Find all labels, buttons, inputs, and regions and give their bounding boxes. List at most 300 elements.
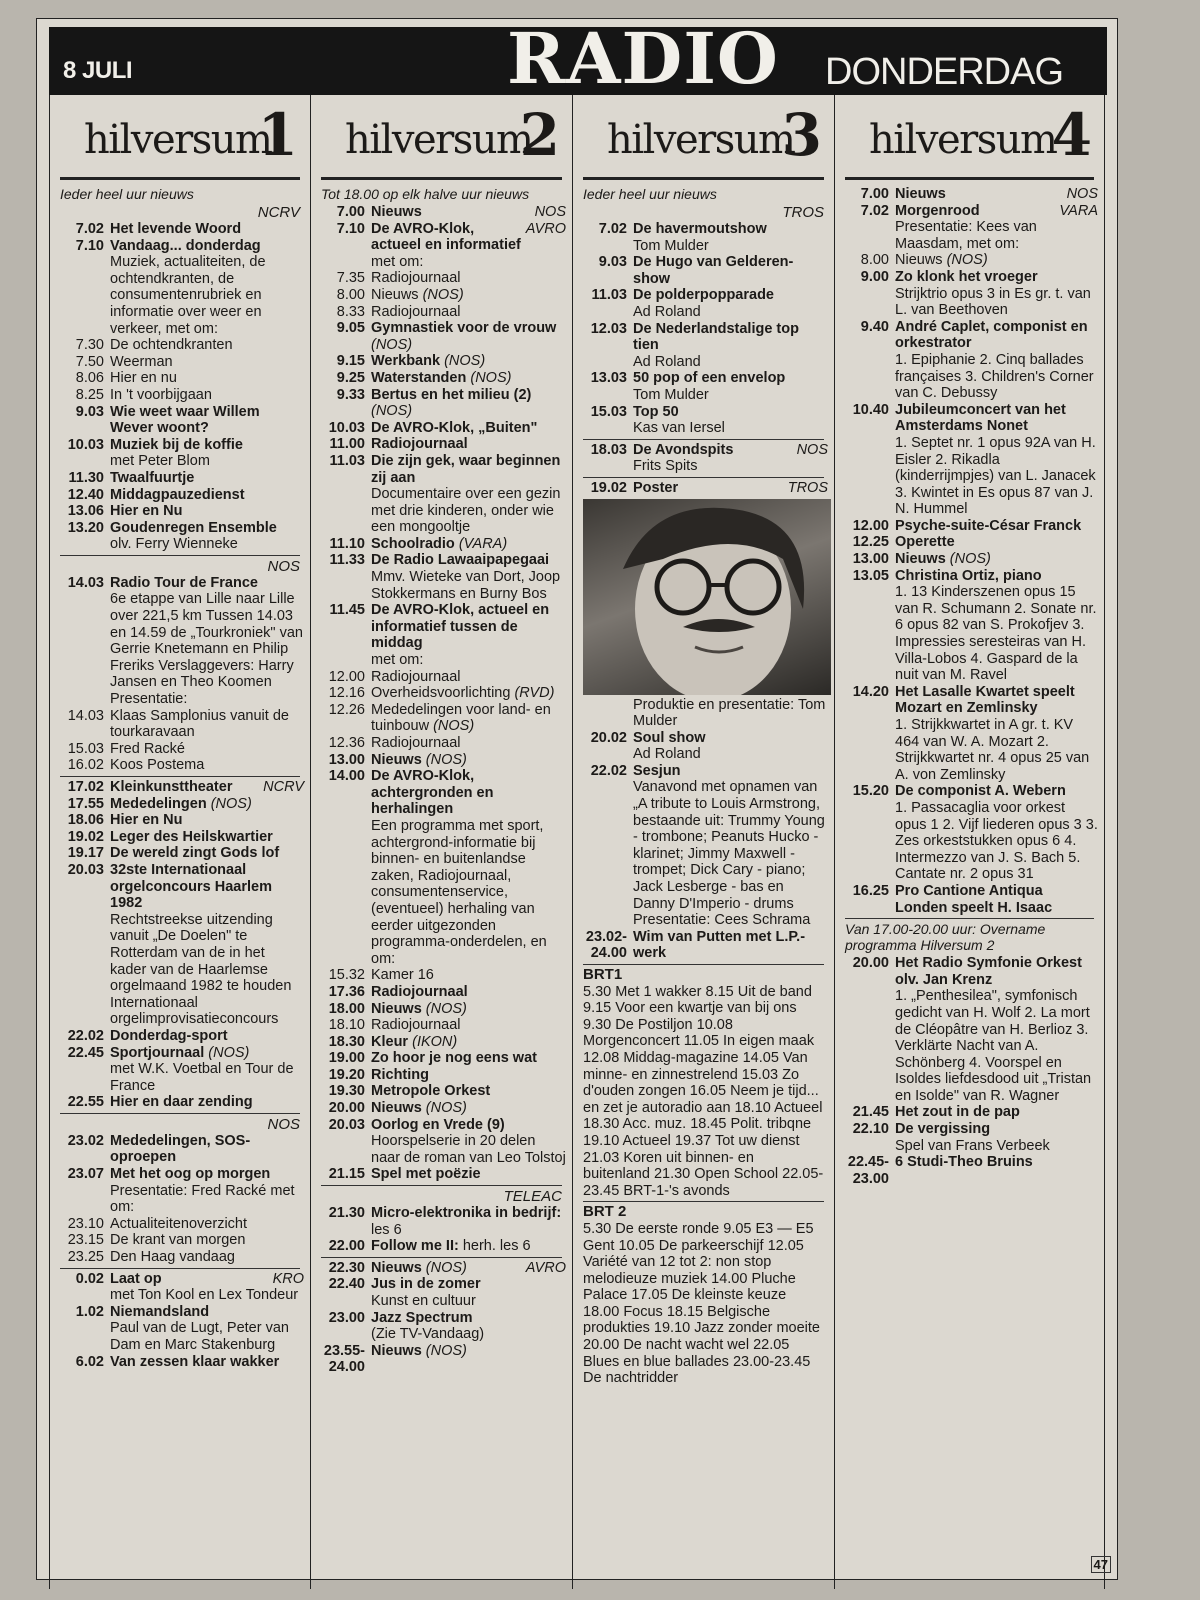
entry-station: NOS: [1066, 186, 1098, 202]
entry-tail: les 6: [371, 1221, 402, 1238]
entry-suffix: (NOS): [210, 795, 252, 812]
block-station: NOS: [267, 1115, 300, 1133]
entry-title: Met het oog op morgen: [110, 1166, 271, 1183]
schedule-subitem: [317, 685, 566, 702]
item-sub: Radiojournaal: [371, 1017, 461, 1034]
entry-body: [110, 470, 304, 487]
entry-desc: met W.K. Voetbal en Tour de France: [110, 1061, 294, 1094]
entry-time: 23.00: [328, 1309, 365, 1326]
item-sub: Radiojournaal: [371, 735, 461, 751]
entry-title: Bertus en het milieu (2): [371, 386, 532, 403]
entry-desc: (Zie TV-Vandaag): [371, 1326, 485, 1343]
entry-title: De AVRO-Klok, „Buiten": [371, 419, 538, 436]
entry-time: 0.02: [75, 1270, 104, 1287]
block-station: TROS: [782, 204, 824, 221]
item-sub: Radiojournaal: [371, 668, 461, 685]
entry-body: [371, 1100, 566, 1117]
banner-day: DONDERDAG: [825, 51, 1064, 93]
entry-desc: 1. Passacaglia voor orkest opus 1 2. Vijf liederen opus 3 3. Zes orkeststukken opus 6 4. Intermezzo van J. S. Bach 5. Cantate nr. 2 opus 31: [895, 799, 1098, 883]
entry-body: [371, 1034, 566, 1051]
entry-title: Oorlog en Vrede (9): [371, 1116, 505, 1133]
entry-body: [371, 370, 566, 387]
entry-body: [371, 536, 566, 553]
schedule-entry: [579, 929, 828, 962]
item-text: [371, 270, 460, 287]
entry-title: Twaalfuurtje: [110, 469, 195, 486]
item-sub: Fred Racké: [110, 740, 185, 757]
schedule-entry: [317, 1083, 566, 1100]
entry-body: [633, 370, 828, 403]
entry-body: [371, 387, 566, 420]
entry-time: 20.02: [590, 729, 627, 746]
entry-title: De Nederlandstalige top tien: [633, 320, 799, 354]
entry-title: Middagpauzedienst: [110, 486, 245, 503]
entry-time: 13.20: [67, 519, 104, 536]
entry-body: [895, 319, 1098, 402]
schedule-entry: [579, 221, 828, 254]
entry-time: 15.20: [852, 783, 889, 800]
schedule-entry: [56, 1094, 304, 1111]
entry-body: [110, 520, 304, 553]
entry-time: 9.25: [336, 369, 365, 386]
item-text: [371, 702, 566, 735]
entry-time: 14.20: [852, 683, 889, 700]
schedule-subitem: [317, 304, 566, 321]
entry-body: [371, 1310, 566, 1343]
entry-time: 9.03: [75, 403, 104, 420]
entry-title: Zo klonk het vroeger: [895, 268, 1038, 285]
entry-title: Niemandsland: [110, 1303, 210, 1320]
entry-body: [371, 552, 566, 602]
item-sub: Kamer 16: [371, 967, 434, 984]
entry-title: De wereld zingt Gods lof: [110, 845, 280, 862]
entry-time: 17.36: [328, 983, 365, 1000]
entry-title: André Caplet, componist en orkestrator: [895, 318, 1088, 352]
entry-title: Pro Cantione Antiqua Londen speelt H. Isaac: [895, 882, 1053, 916]
item-time: 8.06: [75, 370, 104, 387]
entry-body: [371, 984, 566, 1001]
entry-body: [110, 1045, 304, 1095]
item-sub: Nieuws: [895, 252, 943, 269]
entry-desc: Produktie en presentatie: Tom Mulder: [633, 696, 826, 730]
entry-desc: 1. 13 Kinderszenen opus 15 van R. Schumann 2. Sonate nr. 6 opus 82 van S. Prokofjev 3. Impressies seresteiras van H. Villa-Lobos 4. Gaspard de la nuit van M. Ravel: [895, 584, 1097, 684]
entry-time: 9.15: [336, 353, 365, 370]
entry-title: Sportjournaal: [110, 1044, 205, 1061]
item-time: 8.33: [336, 303, 365, 320]
schedule-entry: [841, 269, 1098, 319]
entry-title: De AVRO-Klok, actueel en informatief: [371, 220, 521, 254]
entry-time: 19.30: [328, 1083, 365, 1100]
item-suffix: (NOS): [946, 252, 988, 269]
station-number: 4: [1051, 101, 1092, 169]
schedule-subitem: [317, 967, 566, 984]
entry-title: Nieuws: [371, 751, 422, 768]
entry-title: Muziek bij de koffie: [110, 436, 243, 453]
item-text: [895, 252, 988, 269]
news-note: Ieder heel uur nieuws: [60, 186, 194, 202]
divider: [583, 1201, 824, 1202]
entry-suffix: (NOS): [425, 1100, 467, 1117]
schedule-entry: [841, 684, 1098, 784]
entry-body: [110, 404, 304, 437]
entry-body: [895, 203, 1098, 253]
entry-title: Spel met poëzie: [371, 1166, 481, 1183]
entry-desc: Een programma met sport, achtergrond-informatie bij binnen- en buitenlandse zaken, Radiojournaal, consumentenservice, (eventueel) herhaling van eerder uitgezonden programma-onderdelen, en om:: [371, 817, 547, 967]
schedule-entry: [317, 436, 566, 453]
entry-body: [895, 402, 1098, 518]
entry-body: [371, 768, 566, 967]
schedule-entry: [317, 1001, 566, 1018]
entry-title: De Radio Lawaaipapegaai: [371, 552, 550, 569]
entry-time: 22.02: [67, 1027, 104, 1044]
entry-time: 14.03: [67, 574, 104, 591]
entry-title: Nieuws: [895, 186, 946, 202]
item-text: [371, 967, 434, 984]
schedule-entry: [317, 370, 566, 387]
entry-time: [579, 697, 633, 730]
entry-title: De AVRO-Klok, actueel en informatief tussen de middag: [371, 602, 550, 652]
entry-time: 20.00: [852, 955, 889, 972]
schedule-subitem: [56, 337, 304, 354]
entry-time: 13.05: [852, 567, 889, 584]
entry-suffix: (NOS): [425, 1342, 467, 1359]
schedule-subitem: [317, 1017, 566, 1034]
entry-body: [895, 1121, 1098, 1154]
entry-time: 19.00: [328, 1050, 365, 1067]
schedule-entry: [317, 1050, 566, 1067]
entry-body: [633, 929, 828, 962]
station-header: [845, 95, 1094, 180]
entry-time: 22.30: [328, 1259, 365, 1276]
entry-time: 9.05: [336, 320, 365, 337]
entry-body: [895, 534, 1098, 551]
entry-time: 12.03: [590, 320, 627, 337]
entry-time: 18.30: [328, 1033, 365, 1050]
entry-suffix: (NOS): [371, 403, 413, 420]
entry-body: [110, 862, 304, 1028]
item-text: [110, 337, 233, 354]
entry-body: [110, 812, 304, 829]
entry-body: [371, 1083, 566, 1100]
entry-time: 16.25: [852, 882, 889, 899]
entry-body: [633, 221, 828, 254]
schedule-subitem: [56, 1216, 304, 1233]
entry-time: 9.33: [336, 386, 365, 403]
entry-suffix: (NOS): [371, 336, 413, 353]
brt-text: 5.30 Met 1 wakker 8.15 Uit de band 9.15 Voor een kwartje van bij ons 9.30 De Postiljon 10.08 Morgenconcert 11.05 In eigen maak 12.08 Middag-magazine 14.05 Van minne- en zinnestrelend 15.03 Zo d'ouden zongen 16.05 Neem je tijd... en zet je autoradio aan 18.10 Actueel 18.30 Acc. muz. 18.45 Polit. tribqne 19.10 Actueel 19.37 Tot uw dienst 21.03 Koren uit binnen- en buitenland 21.30 Open School 22.05-23.45 BRT-1-'s avonds: [583, 983, 824, 1199]
entry-title: Zo hoor je nog eens wat: [371, 1050, 537, 1067]
entry-time: 22.55: [67, 1094, 104, 1111]
station-number: 1: [257, 101, 298, 169]
entry-title: Kleur: [371, 1033, 409, 1050]
entry-body: [895, 1104, 1098, 1121]
entry-title: De AVRO-Klok, achtergronden en herhalingen: [371, 768, 494, 818]
schedule-entry: [56, 470, 304, 487]
entry-desc: Ad Roland: [633, 303, 701, 320]
entry-body: [371, 1238, 566, 1255]
entry-title: Leger des Heilskwartier: [110, 828, 273, 845]
schedule-entry: [56, 1304, 304, 1354]
entry-body: [633, 442, 828, 475]
item-text: [371, 1017, 460, 1034]
station-name: hilversum: [84, 117, 272, 163]
schedule-entry: [317, 1343, 566, 1376]
entry-suffix: (NOS): [949, 551, 991, 568]
schedule-entry: [317, 320, 566, 353]
schedule-subitem: [317, 669, 566, 686]
entry-time: 13.06: [67, 503, 104, 520]
schedule-entry: [579, 730, 828, 763]
entry-desc: Frits Spits: [633, 458, 698, 475]
item-sub: Mededelingen voor land- en tuinbouw: [371, 701, 551, 735]
entry-body: [110, 1271, 304, 1304]
schedule-entry: [317, 1034, 566, 1051]
schedule-subitem: [56, 708, 304, 741]
entry-desc: Tom Mulder: [633, 237, 709, 254]
divider: [845, 918, 1094, 919]
entry-body: [371, 1001, 566, 1018]
entry-time: 10.03: [328, 419, 365, 436]
schedule-entry: [56, 812, 304, 829]
entry-body: [633, 287, 828, 320]
entry-title: Mededelingen, SOS-oproepen: [110, 1132, 251, 1166]
entry-time: 22.00: [328, 1238, 365, 1255]
entry-title: Hier en Nu: [110, 503, 183, 520]
entry-title: Operette: [895, 534, 955, 551]
schedule-entry: [56, 1028, 304, 1045]
entry-body: [371, 1050, 566, 1067]
entry-title: Jubileumconcert van het Amsterdams Nonet: [895, 401, 1066, 435]
schedule-subitem: [56, 1232, 304, 1249]
entry-body: [895, 568, 1098, 684]
item-sub: Klaas Samplonius vanuit de tourkaravaan: [110, 707, 289, 741]
entry-body: [633, 404, 828, 437]
entry-title: De havermoutshow: [633, 221, 767, 237]
magazine-page: [36, 18, 1118, 1580]
entry-time: 20.03: [328, 1116, 365, 1133]
entry-desc: Ad Roland: [633, 746, 701, 763]
entry-body: [110, 238, 304, 338]
item-sub: De krant van morgen: [110, 1232, 246, 1249]
entry-time: 9.40: [860, 318, 889, 335]
entry-title: Goudenregen Ensemble: [110, 519, 277, 536]
entry-time: 7.02: [75, 221, 104, 237]
entry-title: Vandaag... donderdag: [110, 237, 261, 254]
item-time: 14.03: [67, 707, 104, 724]
entry-time: 21.15: [328, 1166, 365, 1183]
entry-desc: 1. Septet nr. 1 opus 92A van H. Eisler 2. Rikadla (kinderrijmpjes) van L. Janacek 3. Kwintet in Es opus 87 van J. N. Hummel: [895, 434, 1096, 518]
entry-title: Soul show: [633, 729, 706, 746]
entry-title: Kleinkunsttheater: [110, 779, 233, 795]
block-note: Van 17.00-20.00 uur: Overname programma Hilversum 2: [845, 921, 1046, 954]
item-text: [110, 757, 204, 774]
schedule-entry: [579, 404, 828, 437]
entry-desc: Mmv. Wieteke van Dort, Joop Stokkermans en Burny Bos: [371, 569, 561, 602]
schedule-subitem: [317, 270, 566, 287]
schedule-entry: [56, 829, 304, 846]
divider: [583, 439, 824, 440]
entry-time: 11.03: [591, 287, 627, 304]
presenter-photo: [583, 499, 831, 695]
schedule-entry: [56, 221, 304, 238]
schedule-subitem: [56, 741, 304, 758]
schedule-subitem: [317, 287, 566, 304]
schedule-entry: [317, 1117, 566, 1167]
item-time: 23.25: [67, 1249, 104, 1266]
entry-time: 22.45: [67, 1044, 104, 1061]
entry-title: Mededelingen: [110, 795, 207, 812]
entry-time: 22.45-23.00: [847, 1154, 889, 1187]
item-time: 12.00: [328, 668, 365, 685]
schedule-entry: [317, 1166, 566, 1183]
entry-time: 1.02: [75, 1303, 104, 1320]
entry-title: Richting: [371, 1066, 429, 1083]
schedule-entry: [579, 442, 828, 475]
item-sub: Koos Postema: [110, 757, 205, 774]
entry-body: [371, 752, 566, 769]
divider: [60, 555, 300, 556]
schedule-entry: [579, 480, 828, 497]
entry-time: 12.00: [852, 517, 889, 534]
item-sub: Weerman: [110, 353, 173, 370]
entry-station: NOS: [796, 441, 828, 458]
entry-desc: Tom Mulder: [633, 386, 709, 403]
item-text: [110, 1216, 247, 1233]
entry-title: Het Lasalle Kwartet speelt Mozart en Zemlinsky: [895, 683, 1075, 717]
entry-time: 22.02: [590, 762, 627, 779]
entry-desc: Presentatie: Fred Racké met om:: [110, 1182, 295, 1216]
entry-tail: herh. les 6: [462, 1238, 531, 1255]
item-sub: Den Haag vandaag: [110, 1249, 235, 1266]
entry-body: [371, 1276, 566, 1309]
entry-title: Morgenrood: [895, 202, 980, 219]
station-name: hilversum: [869, 117, 1057, 163]
entry-title: Die zijn gek, waar beginnen zij aan: [371, 452, 561, 486]
page-banner: [49, 17, 1107, 100]
entry-suffix: (NOS): [208, 1044, 250, 1061]
schedule-entry: [56, 575, 304, 708]
entry-desc: met om:: [371, 652, 424, 669]
entry-body: [371, 1205, 566, 1238]
item-text: [110, 370, 177, 387]
page-number: 47: [1091, 1556, 1111, 1573]
item-sub: Radiojournaal: [371, 303, 461, 320]
entry-body: [371, 221, 566, 271]
schedule-entry: [317, 204, 566, 221]
entry-time: 21.45: [852, 1104, 889, 1121]
entry-desc: met Peter Blom: [110, 453, 210, 470]
column-hilversum-3: [573, 95, 835, 1589]
entry-body: [371, 453, 566, 536]
entry-time: 19.17: [67, 845, 104, 862]
entry-body: [110, 1354, 304, 1371]
divider: [321, 1185, 562, 1186]
entry-body: [895, 783, 1098, 883]
schedule-entry: [317, 552, 566, 602]
item-time: 23.10: [67, 1215, 104, 1232]
entry-desc: Muziek, actualiteiten, de ochtendkranten, de consumentenrubriek en informatie over weer en verkeer, met om:: [110, 254, 266, 337]
entry-title: Van zessen klaar wakker: [110, 1353, 280, 1370]
schedule-entry: [317, 1310, 566, 1343]
entry-title: 32ste Internationaal orgelconcours Haarlem 1982: [110, 861, 272, 912]
entry-title: Jus in de zomer: [371, 1276, 481, 1293]
schedule-entry: [317, 602, 566, 668]
column-hilversum-2: [311, 95, 573, 1589]
entry-time: 18.06: [67, 812, 104, 829]
column-hilversum-1: [49, 95, 311, 1589]
entry-body: [895, 518, 1098, 535]
entry-suffix: (NOS): [470, 369, 512, 386]
entry-time: 11.00: [329, 436, 365, 453]
schedule-entry: [579, 370, 828, 403]
schedule-subitem: [317, 702, 566, 735]
entry-title: De polderpopparade: [633, 287, 774, 304]
item-text: [110, 708, 304, 741]
brt-heading: BRT1: [583, 966, 623, 983]
banner-date: 8 JULI: [63, 57, 133, 84]
block-station: NCRV: [257, 204, 300, 221]
item-time: 8.00: [860, 252, 889, 269]
schedule-subitem: [56, 354, 304, 371]
entry-body: [110, 221, 304, 238]
entry-time: 19.02: [590, 479, 627, 496]
entry-title: De vergissing: [895, 1121, 991, 1138]
entry-body: [895, 684, 1098, 784]
entry-time: 11.45: [329, 602, 365, 619]
entry-title: Hier en Nu: [110, 812, 183, 829]
block-station: TELEAC: [503, 1188, 562, 1206]
entry-title: Gymnastiek voor de vrouw: [371, 320, 557, 337]
item-text: [371, 304, 460, 321]
item-time: 12.16: [328, 685, 365, 702]
schedule-entry: [56, 845, 304, 862]
entry-time: 22.10: [852, 1121, 889, 1138]
entry-time: 20.03: [67, 861, 104, 878]
entry-body: [110, 796, 304, 813]
schedule-entry: [841, 955, 1098, 1104]
entry-body: [371, 1260, 566, 1277]
entry-title: Schoolradio: [371, 535, 455, 552]
schedule-entry: [317, 1276, 566, 1309]
entry-body: [895, 186, 1098, 203]
entry-body: [110, 437, 304, 470]
entry-title: Werkbank: [371, 353, 441, 370]
divider: [60, 776, 300, 777]
entry-title: Donderdag-sport: [110, 1027, 228, 1044]
entry-desc: Ad Roland: [633, 353, 701, 370]
item-time: 23.15: [67, 1232, 104, 1249]
item-sub: In 't voorbijgaan: [110, 386, 212, 403]
item-text: [371, 735, 460, 752]
schedule-entry: [56, 404, 304, 437]
brt-block: [579, 967, 828, 1199]
entry-desc: Strijktrio opus 3 in Es gr. t. van L. van Beethoven: [895, 285, 1091, 319]
entry-time: 15.03: [590, 403, 627, 420]
item-time: 12.26: [328, 701, 365, 718]
entry-desc: met om:: [371, 253, 424, 270]
schedule-subitem: [56, 1249, 304, 1266]
divider: [60, 1113, 300, 1114]
news-note: Ieder heel uur nieuws: [583, 186, 717, 202]
schedule-entry: [841, 186, 1098, 203]
schedule-entry: [579, 321, 828, 371]
schedule-entry: [317, 353, 566, 370]
entry-title: Radio Tour de France: [110, 574, 258, 591]
entry-title: De componist A. Webern: [895, 783, 1066, 800]
entry-body: [633, 321, 828, 371]
station-name: hilversum: [607, 117, 795, 163]
entry-time: 7.00: [336, 204, 365, 220]
